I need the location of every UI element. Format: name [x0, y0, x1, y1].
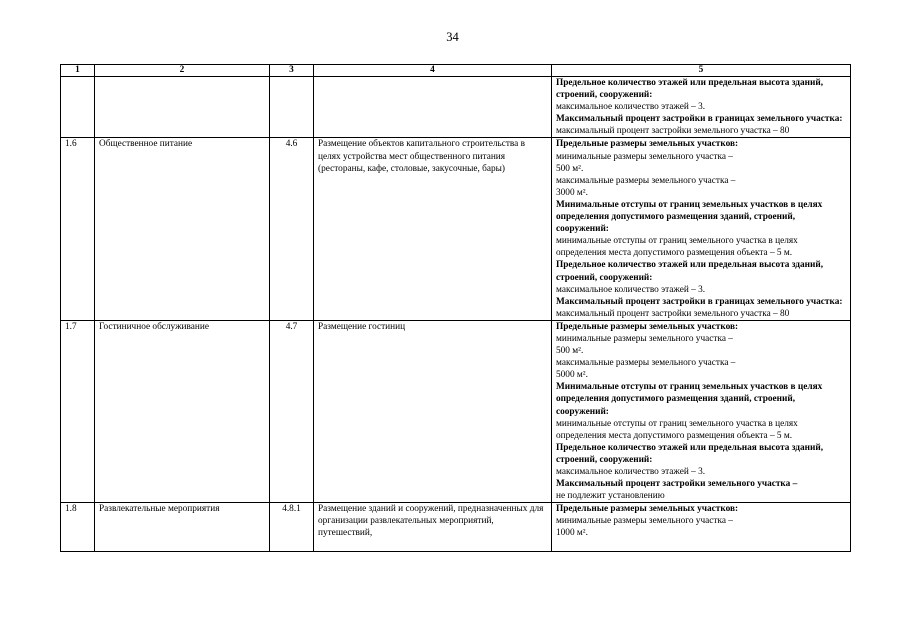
cell-number: 1.7: [61, 320, 95, 502]
parameter-value: максимальный процент застройки земельного участка – 80: [556, 126, 790, 137]
cell-use-name: Общественное питание: [95, 138, 270, 320]
header-col-1: 1: [61, 65, 95, 77]
parameter-value: минимальные размеры земельного участка –: [556, 151, 733, 162]
parameter-heading: Минимальные отступы от границ земельных участков в целях определения допустимого размещения зданий, строений, сооружений:: [556, 199, 823, 235]
parameter-heading: Предельное количество этажей или предельная высота зданий, строений, сооружений:: [556, 442, 824, 465]
parameter-value: 3000 м².: [556, 187, 588, 198]
cell-description: [314, 77, 552, 138]
cell-description: Размещение зданий и сооружений, предназначенных для организации развлекательных мероприятий, путешествий,: [314, 503, 552, 552]
parameter-value: максимальное количество этажей – 3.: [556, 284, 706, 295]
parameter-heading: Предельное количество этажей или предельная высота зданий, строений, сооружений:: [556, 260, 824, 283]
parameter-value: минимальные отступы от границ земельного участка в целях определения места допустимого размещения объекта – 5 м.: [556, 418, 798, 441]
parameter-heading: Максимальный процент застройки в границах земельного участка:: [556, 296, 843, 307]
parameter-heading: Предельное количество этажей или предельная высота зданий, строений, сооружений:: [556, 78, 824, 101]
cell-use-name: Гостиничное обслуживание: [95, 320, 270, 502]
parameter-value: не подлежит установлению: [556, 491, 665, 502]
parameter-value: минимальные размеры земельного участка –: [556, 516, 733, 527]
table-row: [61, 138, 851, 320]
header-col-5: 5: [552, 65, 851, 77]
parameter-value: 500 м².: [556, 163, 584, 174]
cell-description: Размещение гостиниц: [314, 320, 552, 502]
parameter-value: 5000 м².: [556, 370, 588, 381]
cell-use-name: [95, 77, 270, 138]
header-col-2: 2: [95, 65, 270, 77]
cell-use-code: 4.8.1: [270, 503, 314, 552]
parameter-heading: Предельные размеры земельных участков:: [556, 504, 739, 515]
zoning-table: [60, 64, 851, 552]
cell-use-code: 4.7: [270, 320, 314, 502]
parameter-heading: Предельные размеры земельных участков:: [556, 321, 739, 332]
parameter-value: максимальный процент застройки земельного участка – 80: [556, 308, 790, 319]
parameter-value: максимальное количество этажей – 3.: [556, 467, 706, 477]
cell-number: [61, 77, 95, 138]
table-header-row: [61, 65, 851, 77]
parameter-value: максимальные размеры земельного участка –: [556, 175, 736, 186]
cell-description: Размещение объектов капитального строительства в целях устройства мест общественного питания (рестораны, кафе, столовые, закусочные, бары): [314, 138, 552, 320]
cell-number: 1.8: [61, 503, 95, 552]
header-col-4: 4: [314, 65, 552, 77]
parameter-value: максимальные размеры земельного участка –: [556, 358, 736, 369]
parameter-value: минимальные размеры земельного участка –: [556, 333, 733, 344]
cell-parameters: [552, 503, 851, 552]
parameter-value: минимальные отступы от границ земельного участка в целях определения места допустимого размещения объекта – 5 м.: [556, 236, 798, 259]
parameter-value: максимальное количество этажей – 3.: [556, 102, 706, 113]
parameter-heading: Максимальный процент застройки в границах земельного участка:: [556, 114, 843, 125]
parameter-heading: Максимальный процент застройки земельного участка –: [556, 479, 798, 490]
cell-number: 1.6: [61, 138, 95, 320]
parameter-value: 1000 м².: [556, 528, 588, 539]
table-row: [61, 503, 851, 552]
cell-parameters: [552, 138, 851, 320]
header-col-3: 3: [270, 65, 314, 77]
cell-parameters: [552, 320, 851, 502]
cell-use-code: [270, 77, 314, 138]
page-number: 34: [446, 30, 459, 44]
table-row: [61, 320, 851, 502]
cell-use-name: Развлекательные мероприятия: [95, 503, 270, 552]
cell-use-code: 4.6: [270, 138, 314, 320]
parameter-heading: Минимальные отступы от границ земельных участков в целях определения допустимого размещения зданий, строений, сооружений:: [556, 382, 823, 417]
parameter-value: 500 м².: [556, 346, 584, 357]
cell-parameters: [552, 77, 851, 138]
table-row: [61, 77, 851, 138]
parameter-heading: Предельные размеры земельных участков:: [556, 139, 739, 150]
